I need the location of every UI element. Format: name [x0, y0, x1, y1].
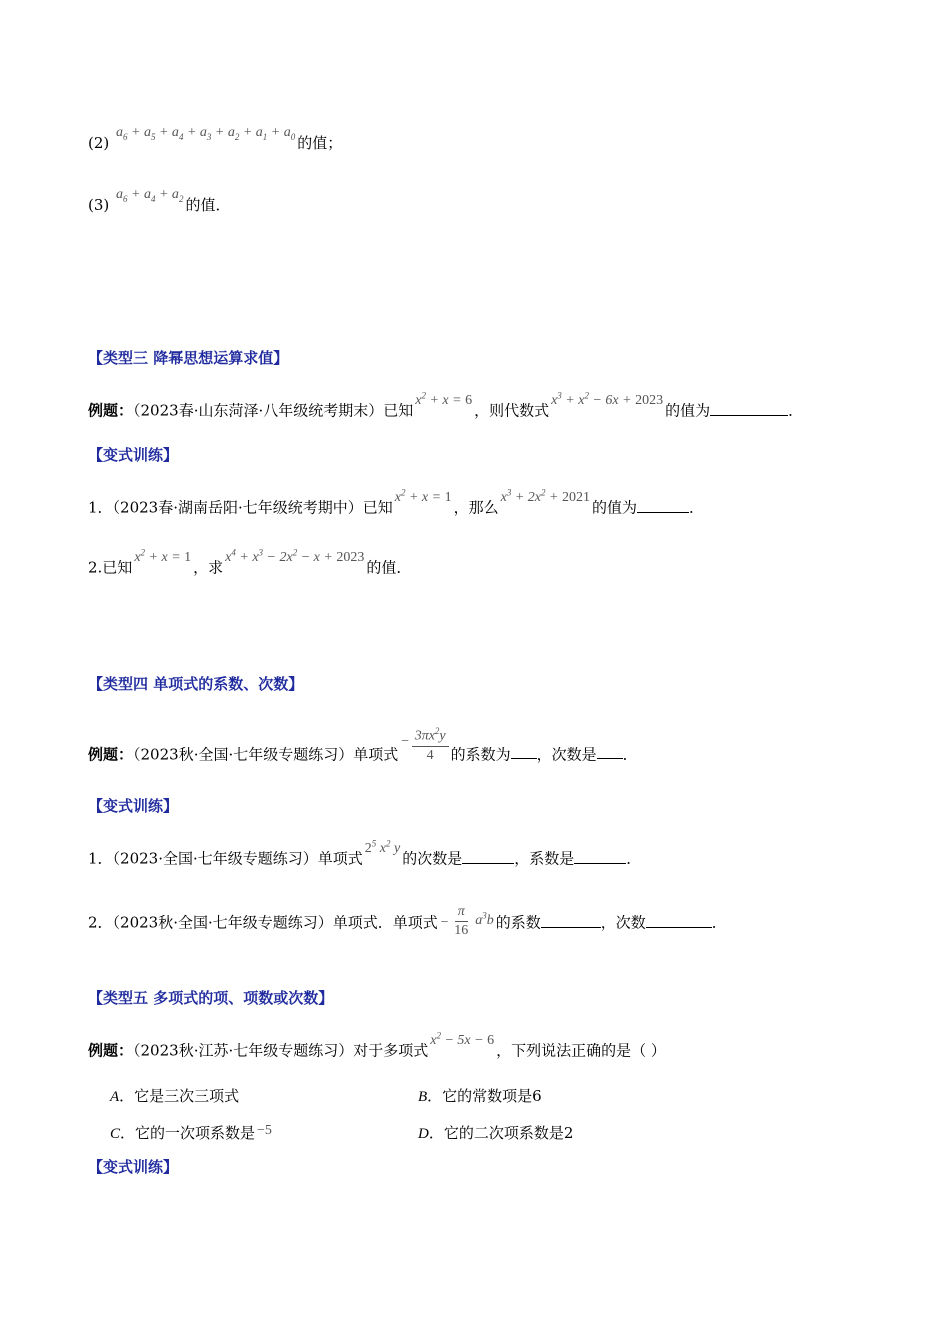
type3-v1-text3: 的值为 — [591, 498, 637, 517]
type4-v2-text2: 的系数 — [495, 913, 541, 932]
type4-v2-monomial-vars: $a^3b$ — [475, 909, 494, 928]
type4-v1-text2: 的次数是 — [402, 849, 463, 868]
type4-example-end: ． — [622, 745, 638, 764]
type3-variant-heading: 【变式训练】 — [88, 446, 179, 464]
type3-v2-expression: $x^4 + x^3 - 2x^2 - x + 2023$ — [225, 547, 365, 565]
answer-blank[interactable] — [574, 849, 626, 864]
minus-sign: − — [400, 734, 410, 750]
type3-variant-1 — [88, 487, 704, 520]
type5-heading: 【类型五 多项式的项、项数或次数】 — [88, 989, 334, 1007]
item-2 — [88, 125, 343, 159]
item-2-label: (2) — [88, 134, 110, 152]
item-3-label: (3) — [88, 196, 110, 214]
type3-v1-given: $x^2 + x = 1$ — [394, 487, 452, 505]
type3-v2-given: $x^2 + x = 1$ — [134, 547, 192, 565]
type3-heading: 【类型三 降幂思想运算求值】 — [88, 349, 289, 367]
option-d[interactable] — [418, 1122, 573, 1143]
option-a-letter: A — [110, 1089, 120, 1105]
option-c-text: ．它的一次项系数是 — [120, 1124, 256, 1142]
type4-v2-text1: 2．（2023秋·全国·七年级专题练习）单项式．单项式 — [88, 913, 438, 932]
type3-v2-text1: 2.已知 — [88, 558, 133, 577]
option-a[interactable] — [110, 1085, 239, 1106]
type5-variant-heading: 【变式训练】 — [88, 1158, 179, 1176]
item-3-suffix: 的值． — [185, 196, 231, 214]
type4-example-monomial: $\frac{3\pi x^2y}{4}$ — [412, 722, 449, 765]
type3-example-text3: 的值为 — [665, 401, 711, 420]
type4-variant-2 — [88, 905, 727, 942]
type3-v1-text1: 1．（2023春·湖南岳阳·七年级统考期中）已知 — [88, 498, 393, 517]
option-c-value: −5 — [257, 1123, 272, 1138]
option-c[interactable] — [110, 1122, 274, 1143]
type3-v1-end: ． — [688, 498, 704, 517]
type5-example-label: 例题： — [88, 1041, 134, 1060]
item-2-expression: $a_6 + a_5 + a_4 + a_3 + a_2 + a_1 + a_0$ — [116, 125, 296, 142]
type5-example-text1: （2023秋·江苏·七年级专题练习）对于多项式 — [133, 1041, 429, 1060]
type3-example-given: $x^2 + x = 6$ — [415, 390, 473, 408]
type3-v1-expression: $x^3 + 2x^2 + 2021$ — [500, 487, 590, 505]
type5-example-polynomial: $x^2 - 5x - 6$ — [430, 1030, 495, 1048]
type3-v1-text2: ，那么 — [453, 498, 499, 517]
type3-variant-2 — [88, 547, 412, 580]
type3-example-expression: $x^3 + x^2 - 6x + 2023$ — [551, 390, 664, 408]
type3-v2-text2: ，求 — [193, 558, 224, 577]
type3-example-label: 例题： — [88, 401, 134, 420]
type5-example — [88, 1030, 666, 1063]
type4-example-label: 例题： — [88, 745, 134, 764]
type4-variant-1 — [88, 838, 642, 871]
type4-v1-end: ． — [626, 849, 642, 868]
option-a-text: ．它是三次三项式 — [119, 1087, 240, 1105]
type4-v2-end: ． — [711, 913, 727, 932]
type3-v2-text3: 的值． — [366, 558, 412, 577]
option-b[interactable] — [418, 1085, 542, 1106]
type4-example-text2: 的系数为 — [450, 745, 511, 764]
answer-blank[interactable] — [462, 849, 514, 864]
type4-v1-monomial: $2^5$ $x^2$ y — [364, 838, 401, 856]
item-2-suffix: 的值； — [297, 134, 343, 152]
answer-blank[interactable] — [637, 498, 689, 513]
item-3-expression: $a_6 + a_4 + a_2$ — [116, 187, 184, 204]
type3-example-text1: （2023春·山东菏泽·八年级统考期末）已知 — [133, 401, 414, 420]
option-d-text: ．它的二次项系数是2 — [428, 1124, 574, 1142]
type4-example — [88, 726, 638, 777]
type4-variant-heading: 【变式训练】 — [88, 797, 179, 815]
type3-example-text2: ，则代数式 — [474, 401, 550, 420]
option-d-letter: D — [418, 1126, 429, 1142]
option-b-text: ．它的常数项是6 — [427, 1087, 542, 1105]
type3-example-end: ． — [788, 401, 804, 420]
minus-sign: − — [439, 914, 450, 930]
type4-heading: 【类型四 单项式的系数、次数】 — [88, 675, 304, 693]
option-c-letter: C — [110, 1126, 121, 1142]
type4-v2-text3: ，次数 — [600, 913, 646, 932]
answer-blank[interactable] — [597, 744, 623, 759]
option-b-letter: B — [418, 1089, 428, 1105]
item-3 — [88, 187, 231, 221]
answer-blank[interactable] — [541, 913, 601, 928]
type4-v2-monomial-fraction: $\frac{\pi}{16}$ — [454, 904, 469, 938]
type4-v1-text1: 1．（2023·全国·七年级专题练习）单项式 — [88, 849, 363, 868]
type3-example — [88, 390, 804, 423]
type4-example-text3: ，次数是 — [536, 745, 597, 764]
type4-v1-text3: ，系数是 — [514, 849, 575, 868]
answer-blank[interactable] — [511, 744, 537, 759]
type4-example-text1: （2023秋·全国·七年级专题练习）单项式 — [133, 745, 399, 764]
type5-example-text2: ，下列说法正确的是（ ） — [496, 1041, 666, 1060]
answer-blank[interactable] — [646, 913, 712, 928]
answer-blank[interactable] — [710, 401, 788, 416]
